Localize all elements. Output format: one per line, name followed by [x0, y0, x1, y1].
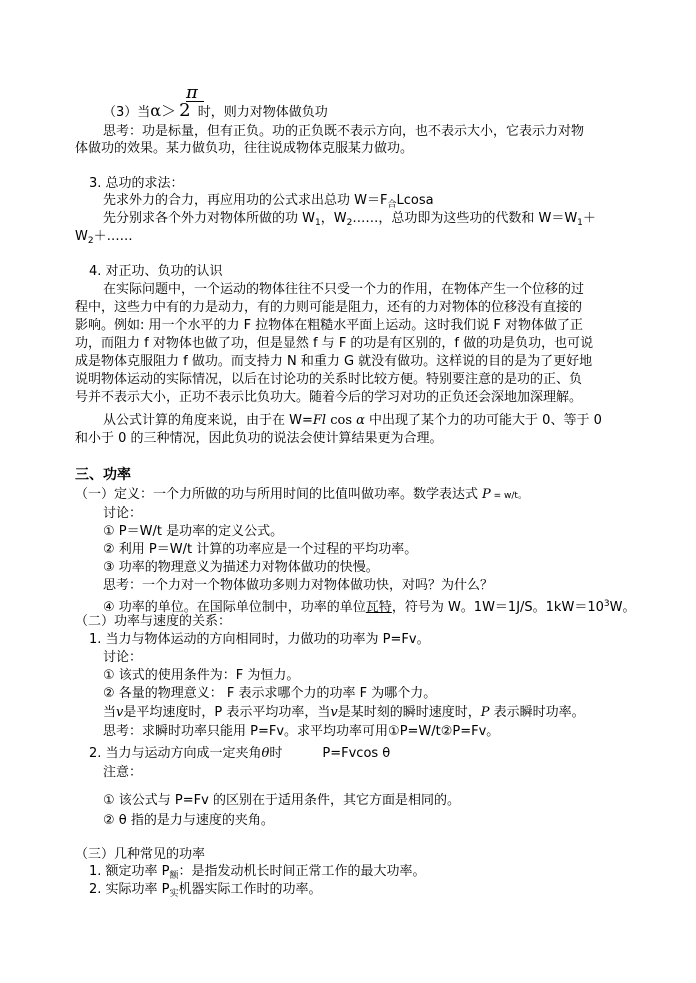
total-work-heading: 3. 总功的求法： — [89, 176, 184, 191]
total-work-method-2-cont: $W_2+\dots\dots$ — [75, 229, 133, 246]
power-velocity-item-2: 2. 当力与运动方向成一定夹角θ时 P=Fvcos θ — [89, 746, 391, 761]
total-work-method-2: 先分别求各个外力对物体所做的功 $W_1$，$W_2\dots\dots$，总功即为这些功的代数和 $W=W_1+$ — [103, 211, 596, 228]
power-point-3: ③ 功率的物理意义为描述力对物体做功的快慢。 — [103, 560, 379, 575]
power-think: 思考：一个力对一个物体做功多则力对物体做功快，对吗？为什么？ — [103, 578, 494, 593]
formula-paragraph-line-1: 从公式计算的角度来说，由于在 W=Fl cos α 中出现了某个力的功可能大于 0、等于 0 — [103, 413, 602, 428]
power-heading: 三、功率 — [75, 467, 131, 483]
think-line-2: 体做功的效果。某力做负功，往往说成物体克服某力做功。 — [75, 141, 414, 156]
power-velocity-heading: （二）功率与速度的关系： — [75, 614, 232, 629]
instant-power-think: 思考：求瞬时功率只能用 P=Fv。求平均功率可用①P=W/t②P=Fv。 — [103, 724, 500, 739]
formula-paragraph-line-2: 和小于 0 的三种情况，因此负功的说法会使计算结果更为合理。 — [75, 431, 443, 446]
pos-neg-work-heading: 4. 对正功、负功的认识 — [89, 264, 223, 279]
paragraph-line-4: 功，而阻力 f 对物体也做了功，但是显然 f 与 F 的功是有区别的，f 做的功是负功，也可说 — [75, 336, 594, 351]
note-point-1: ① 该公式与 P=Fv 的区别在于适用条件，其它方面是相同的。 — [103, 793, 460, 808]
paragraph-line-3: 影响。例如: 用一个水平的力 F 拉物体在粗糙水平面上运动。这时我们说 F 对物体做了正 — [75, 318, 583, 333]
power-point-4: ④ 功率的单位。在国际单位制中，功率的单位瓦特，符号为 W。1W＝1J/S。$1kW=10^3W$。 — [103, 599, 636, 615]
power-definition: （一）定义：一个力所做的功与所用时间的比值叫做功率。数学表达式 P = w/t。 — [75, 487, 527, 502]
power-point-2: ② 利用 P＝W/t 计算的功率应是一个过程的平均功率。 — [103, 542, 418, 557]
power-point-1: ① P＝W/t 是功率的定义公式。 — [103, 524, 284, 539]
discussion-label: 讨论： — [103, 506, 143, 521]
condition-point-1: ① 该式的使用条件为：F 为恒力。 — [103, 668, 300, 683]
power-velocity-item-1: 1. 当力与物体运动的方向相同时，力做功的功率为 P=Fv。 — [89, 632, 430, 647]
paragraph-line-7: 号并不表示大小，正功不表示比负功大。随着今后的学习对功的正负还会深地加深理解。 — [75, 390, 583, 405]
negative-work-condition: （3）当α＞ 2 时，则力对物体做负功 — [103, 100, 328, 121]
condition-point-2: ② 各量的物理意义： F 表示求哪个力的功率 F 为哪个力。 — [103, 686, 437, 701]
rated-power: 1. 额定功率 $P_额$：是指发动机长时间正常工作的最大功率。 — [89, 864, 426, 881]
common-power-heading: （三）几种常见的功率 — [75, 847, 206, 862]
paragraph-line-1: 在实际问题中，一个运动的物体往往不只受一个力的作用，在物体产生一个位移的过 — [103, 282, 585, 297]
pi-symbol: π — [186, 82, 198, 103]
total-work-method-1: 先求外力的合力，再应用功的公式求出总功 $W=F_合Lcosa$ — [103, 193, 434, 210]
discussion-label-2: 讨论： — [103, 650, 143, 665]
note-point-2: ② θ 指的是力与速度的夹角。 — [103, 813, 274, 828]
paragraph-line-6: 说明物体运动的实际情况，以后在讨论功的关系时比较方便。特别要注意的是功的正、负 — [75, 372, 583, 387]
paragraph-line-2: 程中，这些力中有的力是动力，有的力则可能是阻力，还有的力对物体的位移没有直接的 — [75, 300, 583, 315]
think-line-1: 思考：功是标量，但有正负。功的正负既不表示方向，也不表示大小，它表示力对物 — [103, 124, 585, 139]
average-instant-power: 当v是平均速度时，P 表示平均功率，当v是某时刻的瞬时速度时，P 表示瞬时功率。 — [103, 705, 585, 720]
note-label: 注意： — [103, 765, 143, 780]
actual-power: 2. 实际功率 $P_实$机器实际工作时的功率。 — [89, 882, 322, 899]
paragraph-line-5: 成是物体克服阻力 f 做功。而支持力 N 和重力 G 就没有做功。这样说的目的是为了更好地 — [75, 354, 593, 369]
